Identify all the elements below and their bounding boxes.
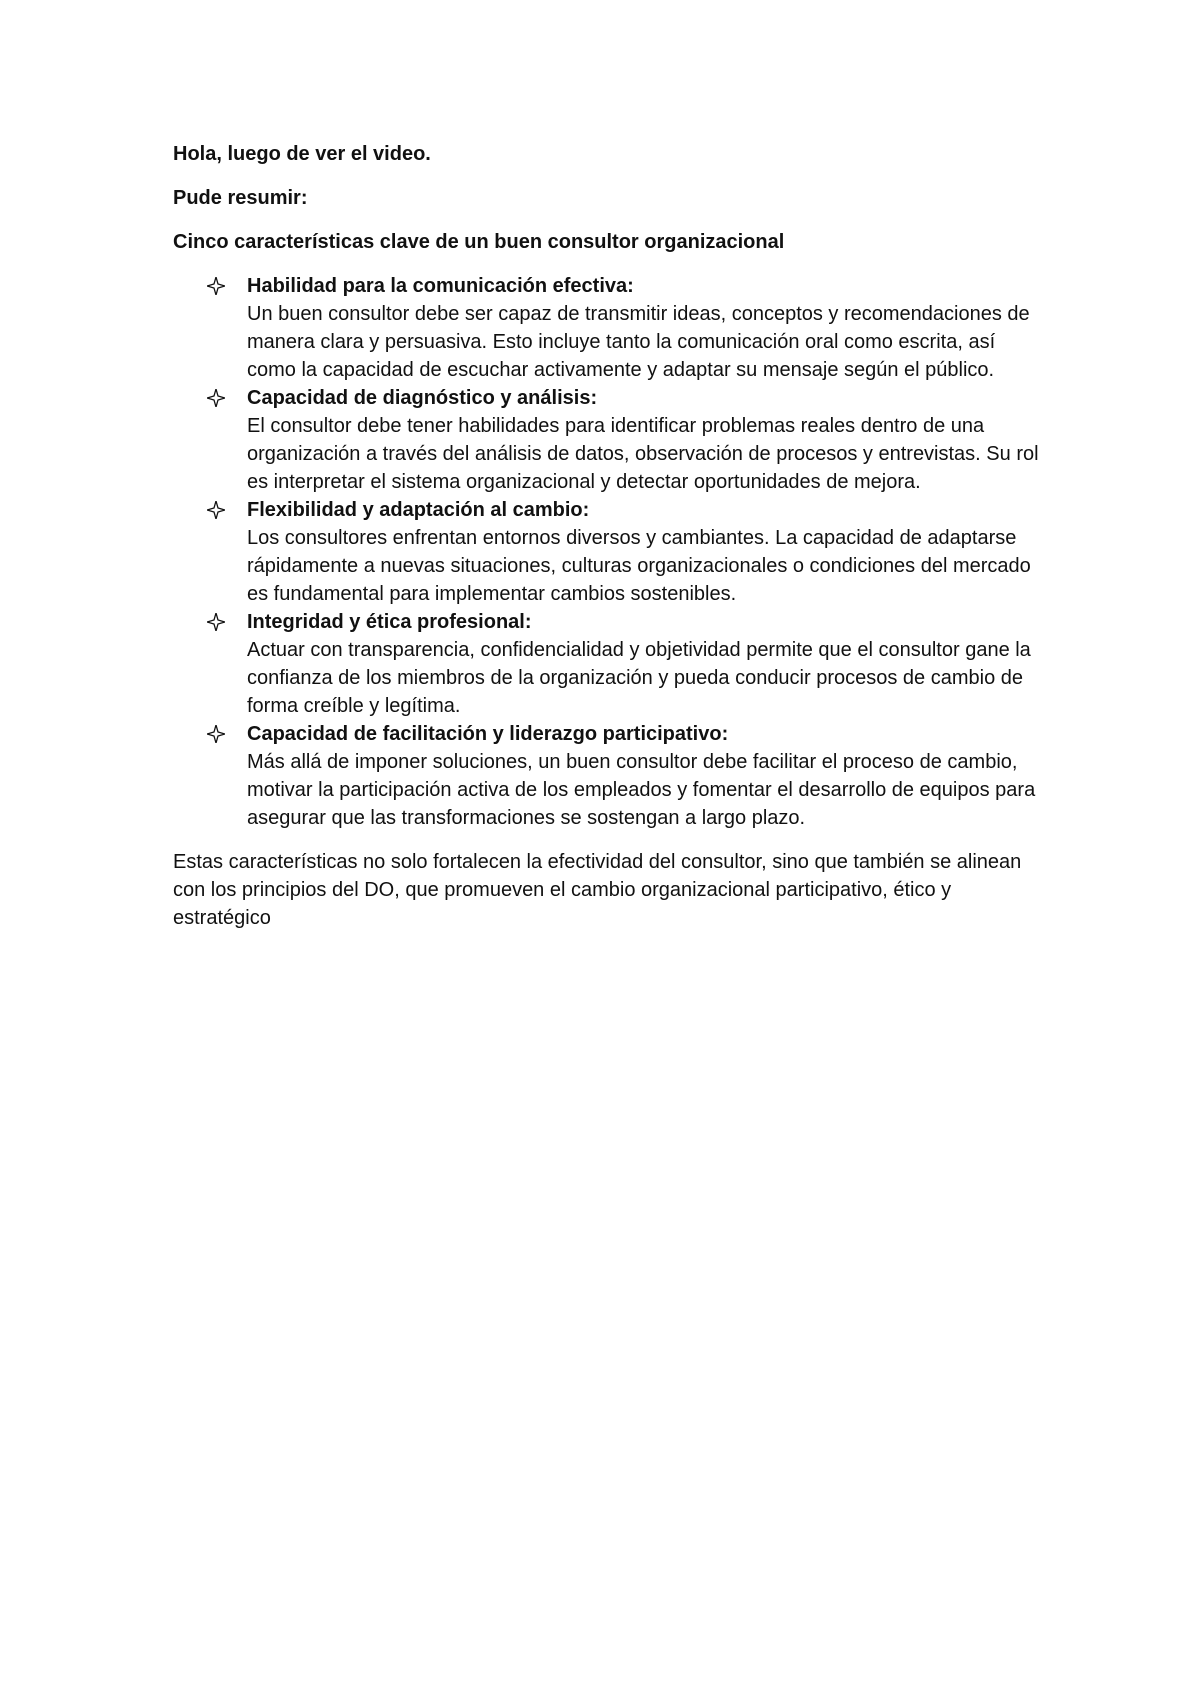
- item-text: Actuar con transparencia, confidencialidad y objetividad permite que el consultor gane la confianza de los miembros de la organización y pueda conducir procesos de cambio de forma creíble y legítima.: [247, 639, 1031, 717]
- item-title: Integridad y ética profesional:: [247, 611, 532, 633]
- diamond-star-bullet-icon: [207, 389, 225, 407]
- list-item: [173, 384, 1043, 496]
- item-title: Habilidad para la comunicación efectiva:: [247, 275, 634, 297]
- diamond-star-bullet-icon: [207, 725, 225, 743]
- characteristics-list: [173, 272, 1043, 832]
- item-text: Los consultores enfrentan entornos diversos y cambiantes. La capacidad de adaptarse rápidamente a nuevas situaciones, culturas organizacionales o condiciones del mercado es fundamental para implementar cambios sostenibles.: [247, 527, 1031, 605]
- greeting-line: Hola, luego de ver el video.: [173, 143, 431, 165]
- item-text: El consultor debe tener habilidades para identificar problemas reales dentro de una organización a través del análisis de datos, observación de procesos y entrevistas. Su rol es interpretar el sistema organizacional y detectar oportunidades de mejora.: [247, 415, 1039, 493]
- list-item: [173, 272, 1043, 384]
- item-title: Flexibilidad y adaptación al cambio:: [247, 499, 590, 521]
- closing-paragraph: Estas características no solo fortalecen la efectividad del consultor, sino que también se alinean con los principios del DO, que promueven el cambio organizacional participativo, ético y estratégico: [173, 851, 1022, 929]
- section-heading: Cinco características clave de un buen consultor organizacional: [173, 231, 785, 253]
- diamond-star-bullet-icon: [207, 501, 225, 519]
- item-title: Capacidad de facilitación y liderazgo participativo:: [247, 723, 729, 745]
- intro-line: Pude resumir:: [173, 187, 308, 209]
- list-item: [173, 720, 1043, 832]
- diamond-star-bullet-icon: [207, 613, 225, 631]
- list-item: [173, 496, 1043, 608]
- document-page: [173, 140, 1043, 932]
- diamond-star-bullet-icon: [207, 277, 225, 295]
- item-text: Un buen consultor debe ser capaz de transmitir ideas, conceptos y recomendaciones de manera clara y persuasiva. Esto incluye tanto la comunicación oral como escrita, así como la capacidad de escuchar activamente y adaptar su mensaje según el público.: [247, 303, 1030, 381]
- item-text: Más allá de imponer soluciones, un buen consultor debe facilitar el proceso de cambio, motivar la participación activa de los empleados y fomentar el desarrollo de equipos para asegurar que las transformaciones se sostengan a largo plazo.: [247, 751, 1036, 829]
- item-title: Capacidad de diagnóstico y análisis:: [247, 387, 598, 409]
- list-item: [173, 608, 1043, 720]
